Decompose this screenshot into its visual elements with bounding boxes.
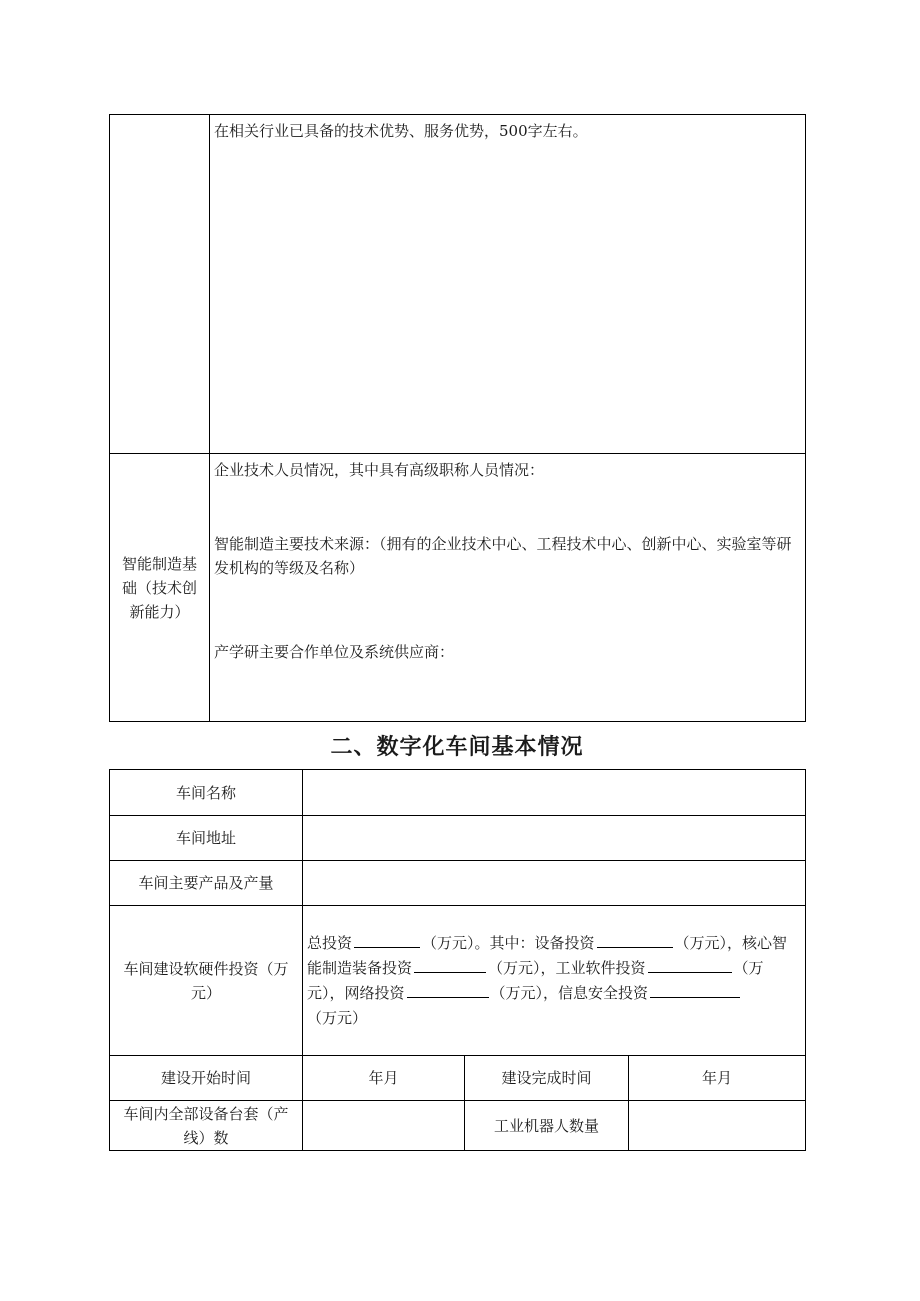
advantages-prompt: 在相关行业已具备的技术优势、服务优势，500字左右。 <box>214 122 588 140</box>
workshop-table <box>109 769 806 1151</box>
section-title: 二、数字化车间基本情况 <box>330 735 584 760</box>
partners-prompt: 产学研主要合作单位及系统供应商： <box>214 643 455 661</box>
software-investment-blank[interactable] <box>648 957 732 973</box>
investment-unit4-text: （万元），网络投资 <box>307 958 764 1002</box>
blank-label-cell <box>110 115 210 454</box>
main-products-label: 车间主要产品及产量 <box>110 861 303 906</box>
investment-label: 车间建设软硬件投资（万元） <box>110 906 303 1056</box>
workshop-name-field[interactable] <box>303 770 806 816</box>
workshop-name-label: 车间名称 <box>110 770 303 816</box>
advantages-cell[interactable] <box>210 115 806 454</box>
workshop-address-field[interactable] <box>303 816 806 861</box>
robot-count-label: 工业机器人数量 <box>465 1101 629 1151</box>
core-equipment-investment-blank[interactable] <box>414 957 486 973</box>
tech-source-prompt: 智能制造主要技术来源：（拥有的企业技术中心、工程技术中心、创新中心、实验室等研发机构的等级及名称） <box>214 535 792 577</box>
end-time-field[interactable]: 年月 <box>629 1056 806 1101</box>
robot-count-field[interactable] <box>629 1101 806 1151</box>
investment-unit6-text: （万元） <box>307 1008 368 1027</box>
foundation-cell[interactable] <box>210 454 806 722</box>
investment-unit3-text: （万元），工业软件投资 <box>488 958 646 977</box>
staff-prompt: 企业技术人员情况，其中具有高级职称人员情况： <box>214 461 545 479</box>
workshop-address-label: 车间地址 <box>110 816 303 861</box>
investment-total-text: 总投资 <box>307 933 353 952</box>
security-investment-blank[interactable] <box>650 982 740 998</box>
capability-table <box>109 114 806 722</box>
start-time-label: 建设开始时间 <box>110 1056 303 1101</box>
end-time-label: 建设完成时间 <box>465 1056 629 1101</box>
equipment-count-label: 车间内全部设备台套（产线）数 <box>110 1101 303 1151</box>
investment-unit5-text: （万元），信息安全投资 <box>490 983 649 1002</box>
investment-core-text: 核心智能制造装备投资 <box>307 933 788 977</box>
equipment-count-field[interactable] <box>303 1101 465 1151</box>
investment-unit1-text: （万元）。其中：设备投资 <box>422 933 595 952</box>
start-time-field[interactable]: 年月 <box>303 1056 465 1101</box>
equipment-investment-blank[interactable] <box>597 932 673 948</box>
foundation-label: 智能制造基础（技术创新能力） <box>110 454 210 722</box>
main-products-field[interactable] <box>303 861 806 906</box>
network-investment-blank[interactable] <box>407 982 489 998</box>
total-investment-blank[interactable] <box>354 932 420 948</box>
investment-field[interactable] <box>303 906 806 1056</box>
investment-unit2-text: （万元）， <box>674 933 743 952</box>
